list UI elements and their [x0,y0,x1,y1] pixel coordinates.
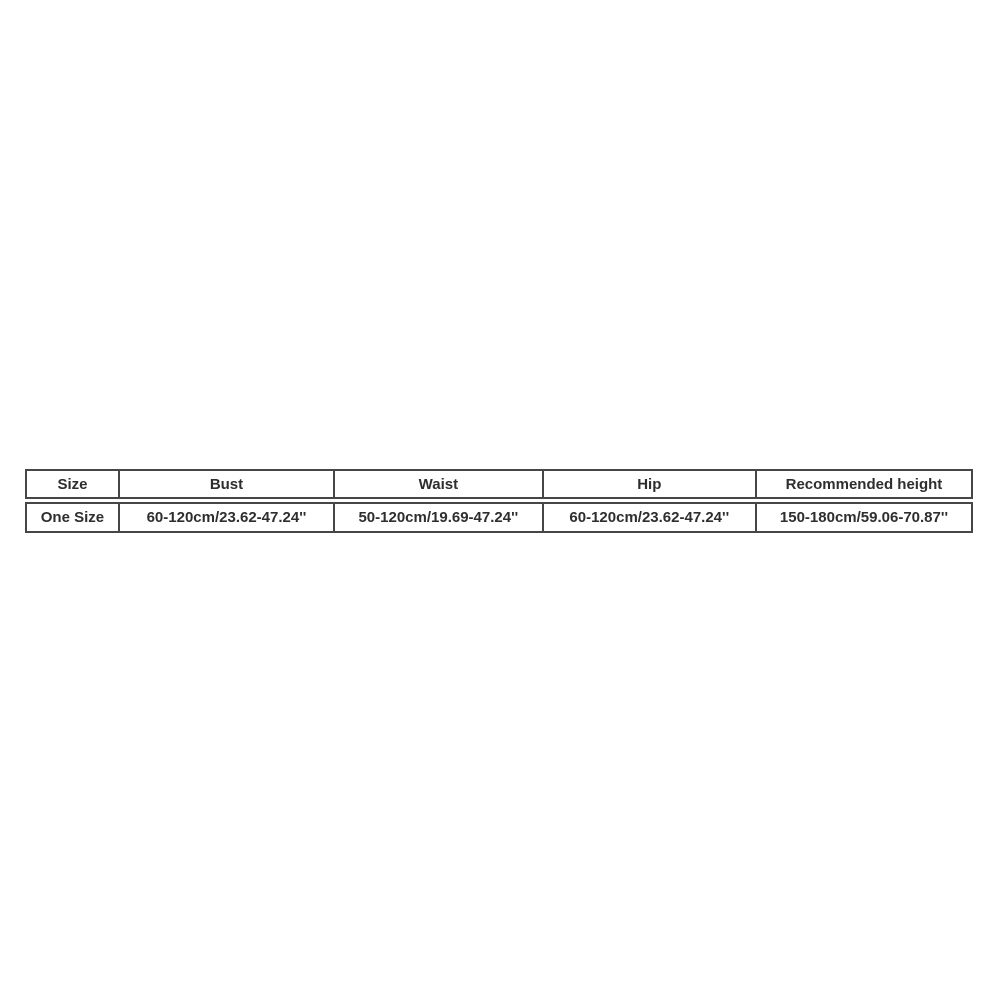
size-chart-table [25,466,973,536]
column-header-bust: Bust [118,469,333,499]
cell-hip-value: 60-120cm/23.62-47.24'' [542,502,755,533]
column-header-waist: Waist [333,469,542,499]
size-chart-container [25,466,973,536]
column-header-recommended-height: Recommended height [755,469,973,499]
column-header-hip: Hip [542,469,755,499]
table-row [25,502,973,533]
cell-waist-value: 50-120cm/19.69-47.24'' [333,502,542,533]
cell-size-value: One Size [25,502,118,533]
cell-recommended-height-value: 150-180cm/59.06-70.87'' [755,502,973,533]
column-header-size: Size [25,469,118,499]
cell-bust-value: 60-120cm/23.62-47.24'' [118,502,333,533]
table-header-row [25,469,973,499]
